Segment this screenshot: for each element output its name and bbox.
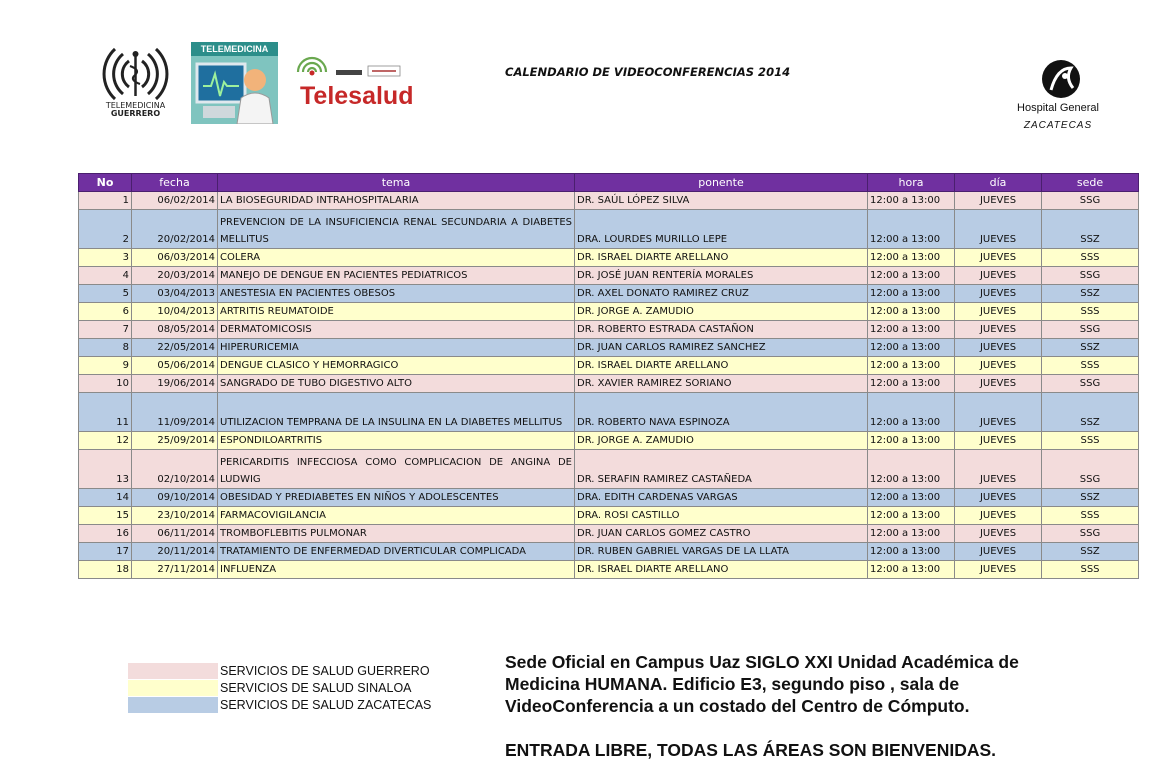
cell-tema: UTILIZACION TEMPRANA DE LA INSULINA EN LA DIABETES MELLITUS xyxy=(218,393,575,432)
cell-tema: ARTRITIS REUMATOIDE xyxy=(218,303,575,321)
table-row xyxy=(79,210,1139,249)
legend-swatch-zacatecas xyxy=(128,697,218,713)
column-header-sede: sede xyxy=(1042,174,1139,192)
cell-sede: SSG xyxy=(1042,450,1139,489)
cell-tema: TROMBOFLEBITIS PULMONAR xyxy=(218,525,575,543)
cell-ponente: DR. ISRAEL DIARTE ARELLANO xyxy=(575,357,868,375)
table-row xyxy=(79,267,1139,285)
hospital-emblem-icon xyxy=(1013,58,1103,100)
cell-sede: SSZ xyxy=(1042,543,1139,561)
cell-hora: 12:00 a 13:00 xyxy=(868,525,955,543)
table-row xyxy=(79,285,1139,303)
cell-hora: 12:00 a 13:00 xyxy=(868,375,955,393)
table-row xyxy=(79,525,1139,543)
cell-dia: JUEVES xyxy=(955,525,1042,543)
cell-tema: FARMACOVIGILANCIA xyxy=(218,507,575,525)
telemedicina-doctor-icon xyxy=(191,56,278,124)
cell-dia: JUEVES xyxy=(955,489,1042,507)
cell-no: 14 xyxy=(79,489,132,507)
cell-dia: JUEVES xyxy=(955,357,1042,375)
table-row xyxy=(79,561,1139,579)
column-header-no: No xyxy=(79,174,132,192)
cell-no: 11 xyxy=(79,393,132,432)
hospital-city: ZACATECAS xyxy=(1023,120,1093,131)
cell-dia: JUEVES xyxy=(955,285,1042,303)
cell-dia: JUEVES xyxy=(955,339,1042,357)
cell-hora: 12:00 a 13:00 xyxy=(868,450,955,489)
cell-fecha: 05/06/2014 xyxy=(132,357,218,375)
cell-sede: SSG xyxy=(1042,321,1139,339)
table-row xyxy=(79,249,1139,267)
cell-hora: 12:00 a 13:00 xyxy=(868,321,955,339)
telemedicina-guerrero-line1: TELEMEDICINA xyxy=(105,101,166,110)
document-title: CALENDARIO DE VIDEOCONFERENCIAS 2014 xyxy=(505,65,791,79)
cell-sede: SSZ xyxy=(1042,489,1139,507)
legend-swatch-sinaloa xyxy=(128,680,218,696)
cell-fecha: 09/10/2014 xyxy=(132,489,218,507)
cell-tema: PERICARDITIS INFECCIOSA COMO COMPLICACION DE ANGINA DE LUDWIG xyxy=(218,450,575,489)
table-body xyxy=(79,192,1139,579)
cell-ponente: DR. ISRAEL DIARTE ARELLANO xyxy=(575,561,868,579)
cell-no: 16 xyxy=(79,525,132,543)
cell-fecha: 06/02/2014 xyxy=(132,192,218,210)
cell-ponente: DR. JUAN CARLOS RAMIREZ SANCHEZ xyxy=(575,339,868,357)
cell-ponente: DRA. LOURDES MURILLO LEPE xyxy=(575,210,868,249)
cell-tema: ESPONDILOARTRITIS xyxy=(218,432,575,450)
table-row xyxy=(79,375,1139,393)
cell-tema: ANESTESIA EN PACIENTES OBESOS xyxy=(218,285,575,303)
table-row xyxy=(79,357,1139,375)
telesalud-logo-text: Telesalud xyxy=(300,82,414,110)
legend-item-guerrero xyxy=(128,663,453,679)
cell-no: 1 xyxy=(79,192,132,210)
cell-ponente: DRA. ROSI CASTILLO xyxy=(575,507,868,525)
cell-no: 8 xyxy=(79,339,132,357)
cell-fecha: 20/11/2014 xyxy=(132,543,218,561)
cell-fecha: 22/05/2014 xyxy=(132,339,218,357)
free-entry-notice: ENTRADA LIBRE, TODAS LAS ÁREAS SON BIENVENIDAS. xyxy=(505,740,997,760)
column-header-dia: día xyxy=(955,174,1042,192)
cell-sede: SSS xyxy=(1042,303,1139,321)
legend-label-sinaloa: SERVICIOS DE SALUD SINALOA xyxy=(220,681,412,695)
cell-hora: 12:00 a 13:00 xyxy=(868,192,955,210)
cell-no: 3 xyxy=(79,249,132,267)
cell-sede: SSS xyxy=(1042,507,1139,525)
cell-dia: JUEVES xyxy=(955,543,1042,561)
venue-description: Sede Oficial en Campus Uaz SIGLO XXI Unidad Académica de Medicina HUMANA. Edificio E3, segundo piso , sala de VideoConferencia a un costado del Centro de Cómputo. xyxy=(505,652,1019,716)
column-header-ponente: ponente xyxy=(575,174,868,192)
cell-fecha: 06/03/2014 xyxy=(132,249,218,267)
cell-sede: SSZ xyxy=(1042,393,1139,432)
cell-ponente: DR. AXEL DONATO RAMIREZ CRUZ xyxy=(575,285,868,303)
cell-hora: 12:00 a 13:00 xyxy=(868,267,955,285)
table-row xyxy=(79,303,1139,321)
cell-no: 17 xyxy=(79,543,132,561)
cell-dia: JUEVES xyxy=(955,432,1042,450)
cell-hora: 12:00 a 13:00 xyxy=(868,210,955,249)
cell-no: 9 xyxy=(79,357,132,375)
cell-dia: JUEVES xyxy=(955,303,1042,321)
cell-tema: COLERA xyxy=(218,249,575,267)
cell-hora: 12:00 a 13:00 xyxy=(868,543,955,561)
cell-ponente: DR. SERAFIN RAMIREZ CASTAÑEDA xyxy=(575,450,868,489)
cell-sede: SSG xyxy=(1042,375,1139,393)
cell-fecha: 06/11/2014 xyxy=(132,525,218,543)
cell-tema: OBESIDAD Y PREDIABETES EN NIÑOS Y ADOLESCENTES xyxy=(218,489,575,507)
cell-no: 18 xyxy=(79,561,132,579)
cell-no: 5 xyxy=(79,285,132,303)
cell-ponente: DR. JUAN CARLOS GOMEZ CASTRO xyxy=(575,525,868,543)
cell-fecha: 10/04/2013 xyxy=(132,303,218,321)
caduceus-signal-icon xyxy=(93,46,178,101)
cell-ponente: DR. ROBERTO ESTRADA CASTAÑON xyxy=(575,321,868,339)
cell-fecha: 19/06/2014 xyxy=(132,375,218,393)
cell-hora: 12:00 a 13:00 xyxy=(868,249,955,267)
cell-tema: INFLUENZA xyxy=(218,561,575,579)
telesalud-logo xyxy=(284,52,414,118)
videoconference-schedule-table xyxy=(78,173,1139,579)
cell-tema: TRATAMIENTO DE ENFERMEDAD DIVERTICULAR COMPLICADA xyxy=(218,543,575,561)
cell-no: 6 xyxy=(79,303,132,321)
legend-item-sinaloa xyxy=(128,680,453,696)
cell-sede: SSG xyxy=(1042,267,1139,285)
legend-label-zacatecas: SERVICIOS DE SALUD ZACATECAS xyxy=(220,698,432,712)
venue-info xyxy=(505,651,1095,761)
cell-hora: 12:00 a 13:00 xyxy=(868,393,955,432)
cell-tema: SANGRADO DE TUBO DIGESTIVO ALTO xyxy=(218,375,575,393)
cell-hora: 12:00 a 13:00 xyxy=(868,285,955,303)
cell-sede: SSS xyxy=(1042,561,1139,579)
legend-item-zacatecas xyxy=(128,697,453,713)
table-row xyxy=(79,339,1139,357)
cell-no: 10 xyxy=(79,375,132,393)
telemedicina-logo xyxy=(191,42,278,124)
cell-sede: SSZ xyxy=(1042,210,1139,249)
cell-dia: JUEVES xyxy=(955,249,1042,267)
column-header-tema: tema xyxy=(218,174,575,192)
cell-hora: 12:00 a 13:00 xyxy=(868,489,955,507)
cell-dia: JUEVES xyxy=(955,192,1042,210)
legend-swatch-guerrero xyxy=(128,663,218,679)
cell-sede: SSZ xyxy=(1042,339,1139,357)
telemedicina-guerrero-logo xyxy=(93,46,178,118)
cell-ponente: DR. JOSÉ JUAN RENTERÍA MORALES xyxy=(575,267,868,285)
cell-fecha: 25/09/2014 xyxy=(132,432,218,450)
cell-hora: 12:00 a 13:00 xyxy=(868,561,955,579)
cell-tema: DERMATOMICOSIS xyxy=(218,321,575,339)
cell-tema: DENGUE CLASICO Y HEMORRAGICO xyxy=(218,357,575,375)
cell-sede: SSS xyxy=(1042,432,1139,450)
cell-dia: JUEVES xyxy=(955,321,1042,339)
cell-dia: JUEVES xyxy=(955,375,1042,393)
cell-tema: MANEJO DE DENGUE EN PACIENTES PEDIATRICOS xyxy=(218,267,575,285)
cell-hora: 12:00 a 13:00 xyxy=(868,339,955,357)
telesalud-signal-icon xyxy=(284,52,406,82)
cell-fecha: 20/02/2014 xyxy=(132,210,218,249)
cell-ponente: DR. SAÚL LÓPEZ SILVA xyxy=(575,192,868,210)
hospital-name: Hospital General xyxy=(1017,102,1099,114)
cell-fecha: 08/05/2014 xyxy=(132,321,218,339)
cell-dia: JUEVES xyxy=(955,561,1042,579)
cell-tema: PREVENCION DE LA INSUFICIENCIA RENAL SECUNDARIA A DIABETES MELLITUS xyxy=(218,210,575,249)
cell-sede: SSG xyxy=(1042,525,1139,543)
column-header-hora: hora xyxy=(868,174,955,192)
cell-fecha: 02/10/2014 xyxy=(132,450,218,489)
cell-fecha: 03/04/2013 xyxy=(132,285,218,303)
cell-hora: 12:00 a 13:00 xyxy=(868,357,955,375)
table-row xyxy=(79,192,1139,210)
cell-ponente: DRA. EDITH CARDENAS VARGAS xyxy=(575,489,868,507)
cell-dia: JUEVES xyxy=(955,210,1042,249)
cell-ponente: DR. RUBEN GABRIEL VARGAS DE LA LLATA xyxy=(575,543,868,561)
table-row xyxy=(79,489,1139,507)
cell-no: 2 xyxy=(79,210,132,249)
cell-hora: 12:00 a 13:00 xyxy=(868,303,955,321)
cell-no: 4 xyxy=(79,267,132,285)
table-row xyxy=(79,450,1139,489)
cell-no: 15 xyxy=(79,507,132,525)
cell-no: 12 xyxy=(79,432,132,450)
legend-label-guerrero: SERVICIOS DE SALUD GUERRERO xyxy=(220,664,430,678)
cell-ponente: DR. ROBERTO NAVA ESPINOZA xyxy=(575,393,868,432)
cell-no: 13 xyxy=(79,450,132,489)
table-row xyxy=(79,321,1139,339)
cell-dia: JUEVES xyxy=(955,393,1042,432)
cell-ponente: DR. XAVIER RAMIREZ SORIANO xyxy=(575,375,868,393)
table-header-row xyxy=(79,174,1139,192)
telemedicina-guerrero-line2: GUERRERO xyxy=(110,109,161,118)
table-row xyxy=(79,507,1139,525)
cell-fecha: 11/09/2014 xyxy=(132,393,218,432)
cell-ponente: DR. JORGE A. ZAMUDIO xyxy=(575,432,868,450)
cell-hora: 12:00 a 13:00 xyxy=(868,432,955,450)
column-header-fecha: fecha xyxy=(132,174,218,192)
cell-no: 7 xyxy=(79,321,132,339)
cell-dia: JUEVES xyxy=(955,450,1042,489)
cell-hora: 12:00 a 13:00 xyxy=(868,507,955,525)
table-row xyxy=(79,393,1139,432)
table-row xyxy=(79,432,1139,450)
cell-sede: SSG xyxy=(1042,192,1139,210)
cell-ponente: DR. ISRAEL DIARTE ARELLANO xyxy=(575,249,868,267)
cell-ponente: DR. JORGE A. ZAMUDIO xyxy=(575,303,868,321)
cell-tema: LA BIOSEGURIDAD INTRAHOSPITALARIA xyxy=(218,192,575,210)
hospital-general-zacatecas-logo xyxy=(1013,58,1103,138)
table-row xyxy=(79,543,1139,561)
cell-sede: SSS xyxy=(1042,249,1139,267)
cell-fecha: 27/11/2014 xyxy=(132,561,218,579)
cell-dia: JUEVES xyxy=(955,507,1042,525)
cell-dia: JUEVES xyxy=(955,267,1042,285)
cell-fecha: 20/03/2014 xyxy=(132,267,218,285)
telemedicina-logo-title: TELEMEDICINA xyxy=(191,42,278,56)
cell-fecha: 23/10/2014 xyxy=(132,507,218,525)
cell-tema: HIPERURICEMIA xyxy=(218,339,575,357)
cell-sede: SSZ xyxy=(1042,285,1139,303)
cell-sede: SSS xyxy=(1042,357,1139,375)
